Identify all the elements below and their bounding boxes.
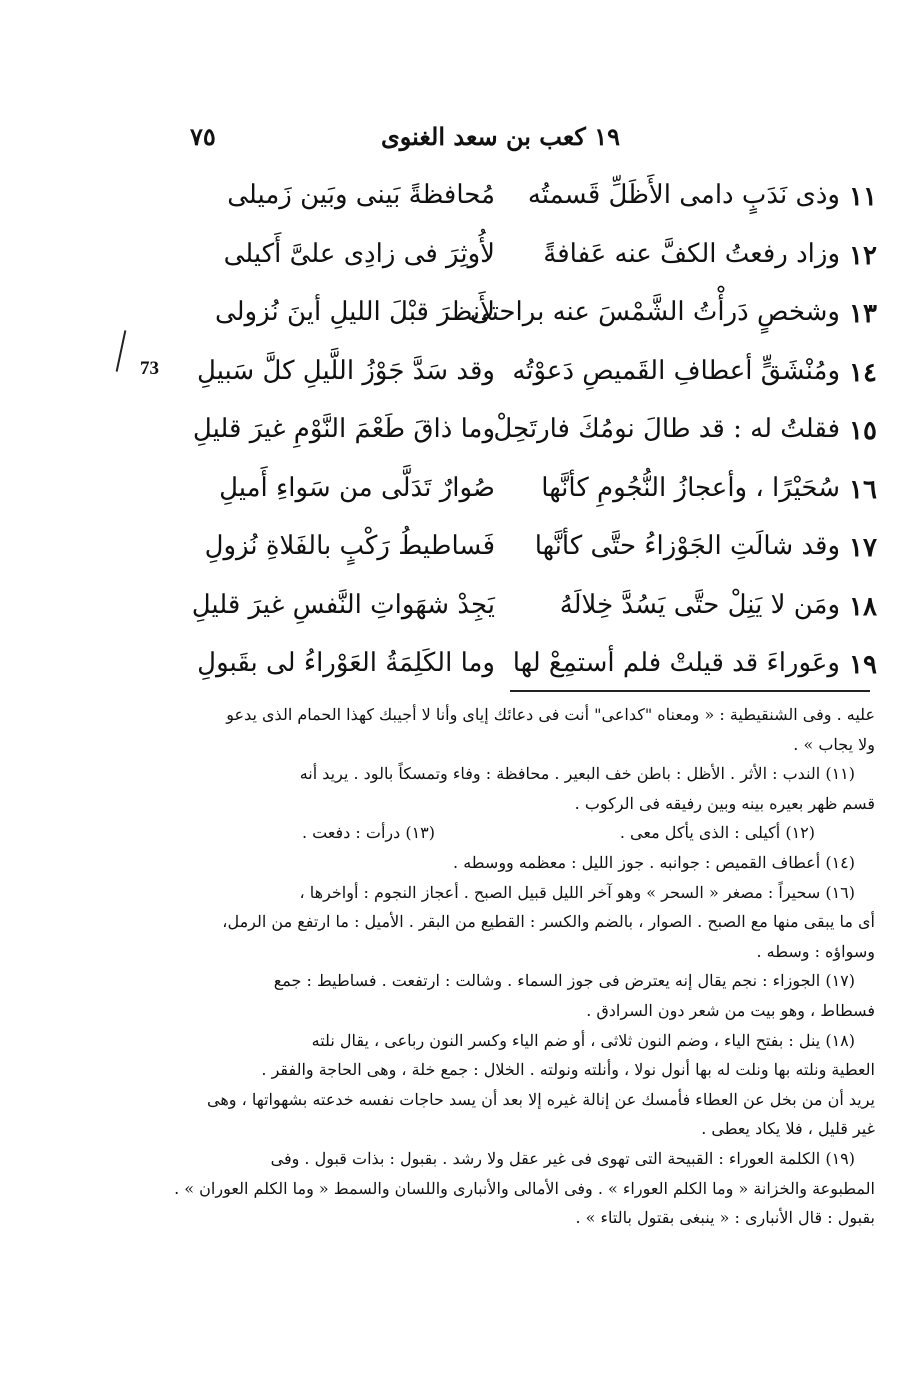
margin-page-number: 73 [140, 358, 159, 379]
margin-mark [116, 330, 127, 371]
note-12: (١٢) أكيلى : الذى يأكل معى . [619, 823, 815, 843]
note-line: العطية ونلته بها ونلت له بها أنول نولا ، وأنلته ونولته . الخلال : جمع خلة ، وهى الحاجة والفقر . [261, 1060, 875, 1080]
verse-first-hemistich: وعَوراءَ قد قيلتْ فلم أستمِعْ لها [512, 648, 840, 678]
verse-second-hemistich: لأُوثِرَ فى زادِى علىَّ أَكيلى [223, 238, 495, 269]
verse [200, 523, 880, 582]
verse-number: ١٧ [849, 533, 877, 563]
footnote-separator [510, 690, 870, 692]
note-line: أى ما يبقى منها مع الصبح . الصوار ، بالضم والكسر : القطيع من البقر . الأميل : ما ارتفع من الرمل، [222, 912, 875, 932]
note-line: (١١) الندب : الأثر . الأظل : باطن خف البعير . محافظة : وفاء وتمسكاً بالود . يريد أنه [299, 764, 855, 784]
verse-second-hemistich: لأَنظرَ قبْلَ الليلِ أينَ نُزولى [214, 297, 495, 327]
verse-number: ١٦ [849, 474, 877, 505]
verse-first-hemistich: وذى نَدَبٍ دامى الأَظَلِّ قَسمتُه [527, 180, 840, 210]
poem [191, 172, 880, 699]
note-line: (١٦) سحيراً : مصغر « السحر » وهو آخر الليل قبيل الصبح . أعجاز النجوم : أواخرها ، [299, 882, 855, 902]
note-line: (١٩) الكلمة العوراء : القبيحة التى تهوى فى غير عقل ولا رشد . بقبول : بذات قبول . وفى [270, 1148, 855, 1168]
note-line: ولا يجاب » . [793, 734, 875, 754]
note-line: يريد أن من بخل عن العطاء فأمسك عن إنالة غيره إلا بعد أن يسد حاجات نفسه خدعته بشهواتها ، وهى [207, 1089, 875, 1109]
verse-first-hemistich: ومَن لا يَنِلْ حتَّى يَسُدَّ خِلالَهُ [559, 589, 840, 620]
running-title: ١٩ كعب بن سعد الغنوى [381, 122, 620, 151]
verse-number: ١٢ [849, 240, 877, 271]
note-line: وسواؤه : وسطه . [756, 941, 875, 961]
note-line: بقبول : قال الأنبارى : « ينبغى بقتول بالتاء » . [575, 1208, 875, 1228]
verse-second-hemistich: وما الكَلِمَةُ العَوْراءُ لى بقَبولِ [197, 648, 495, 678]
page-header [150, 122, 620, 162]
verse-first-hemistich: وشخصٍ دَرأْتُ الشَّمْسَ عنه براحتى [469, 297, 840, 327]
note-line: غير قليل ، فلا يكاد يعطى . [701, 1119, 875, 1139]
verse-number: ١٣ [849, 299, 877, 329]
verse-number: ١٤ [849, 357, 877, 388]
verse-second-hemistich: مُحافظةً بَينى وبَين زَميلى [227, 180, 495, 210]
verse-second-hemistich: وقد سَدَّ جَوْزُ اللَّيلِ كلَّ سَبيلِ [197, 355, 495, 386]
note-line: (١٨) ينل : بفتح الياء ، وضم النون ثلاثى ، أو ضم الياء وكسر النون رباعى ، يقال نلته [311, 1030, 855, 1050]
verse [200, 289, 880, 348]
verse-first-hemistich: ومُنْشَقٍّ أعطافِ القَميصِ دَعوْتُه [512, 355, 840, 386]
note-13: (١٣) درأت : دفعت . [301, 823, 435, 843]
verse-number: ١١ [849, 182, 877, 212]
verse [197, 348, 880, 407]
verse-number: ١٥ [849, 416, 877, 446]
verse-first-hemistich: وزاد رفعتُ الكفَّ عنه عَفافةً [543, 238, 840, 269]
verse [191, 582, 880, 641]
note-line: فسطاط ، وهو بيت من شعر دون السرادق . [586, 1000, 875, 1020]
verse-number: ١٩ [849, 650, 877, 680]
verse [200, 465, 880, 524]
verse-second-hemistich: يَجِدْ شهَواتِ النَّفسِ غيرَ قليلِ [191, 589, 495, 620]
note-line: عليه . وفى الشنقيطية : « ومعناه "كداعى" أنت فى دعائك إياى وأنا لا أجيبك كهذا الحمام الذى يدعو [226, 705, 875, 724]
note-14: (١٤) أعطاف القميص : جوانبه . جوز الليل : معظمه ووسطه . [453, 852, 855, 872]
verse-second-hemistich: صُوارٌ تَدَلَّى من سَواءِ أَميلِ [219, 472, 495, 503]
verse-number: ١٨ [849, 591, 877, 622]
page-number: ٧٥ [190, 122, 216, 151]
footnotes [155, 700, 875, 1233]
note-row [155, 818, 875, 848]
note-line: المطبوعة والخزانة « وما الكلم العوراء » . وفى الأمالى والأنبارى واللسان والسمط « وما الكلم العوران » . [174, 1178, 875, 1198]
verse-first-hemistich: فقلتُ له : قد طالَ نومُكَ فارتَحِلْ [493, 414, 840, 444]
verse-second-hemistich: وما ذاقَ طَعْمَ النَّوْمِ غيرَ قليلِ [192, 414, 495, 444]
verse-first-hemistich: سُحَيْرًا ، وأعجازُ النُّجُومِ كأنَّها [541, 472, 840, 503]
verse [200, 231, 880, 290]
note-line: قسم ظهر بعيره بينه وبين رفيقه فى الركوب . [574, 793, 875, 813]
verse-first-hemistich: وقد شالَتِ الجَوْزاءُ حتَّى كأنَّها [534, 531, 840, 561]
note-line: (١٧) الجوزاء : نجم يقال إنه يعترض فى جوز السماء . وشالت : ارتفعت . فساطيط : جمع [273, 971, 855, 991]
verse [200, 172, 880, 231]
verse [192, 406, 880, 465]
verse-second-hemistich: فَساطيطُ رَكْبٍ بالفَلاةِ نُزولِ [204, 531, 495, 561]
